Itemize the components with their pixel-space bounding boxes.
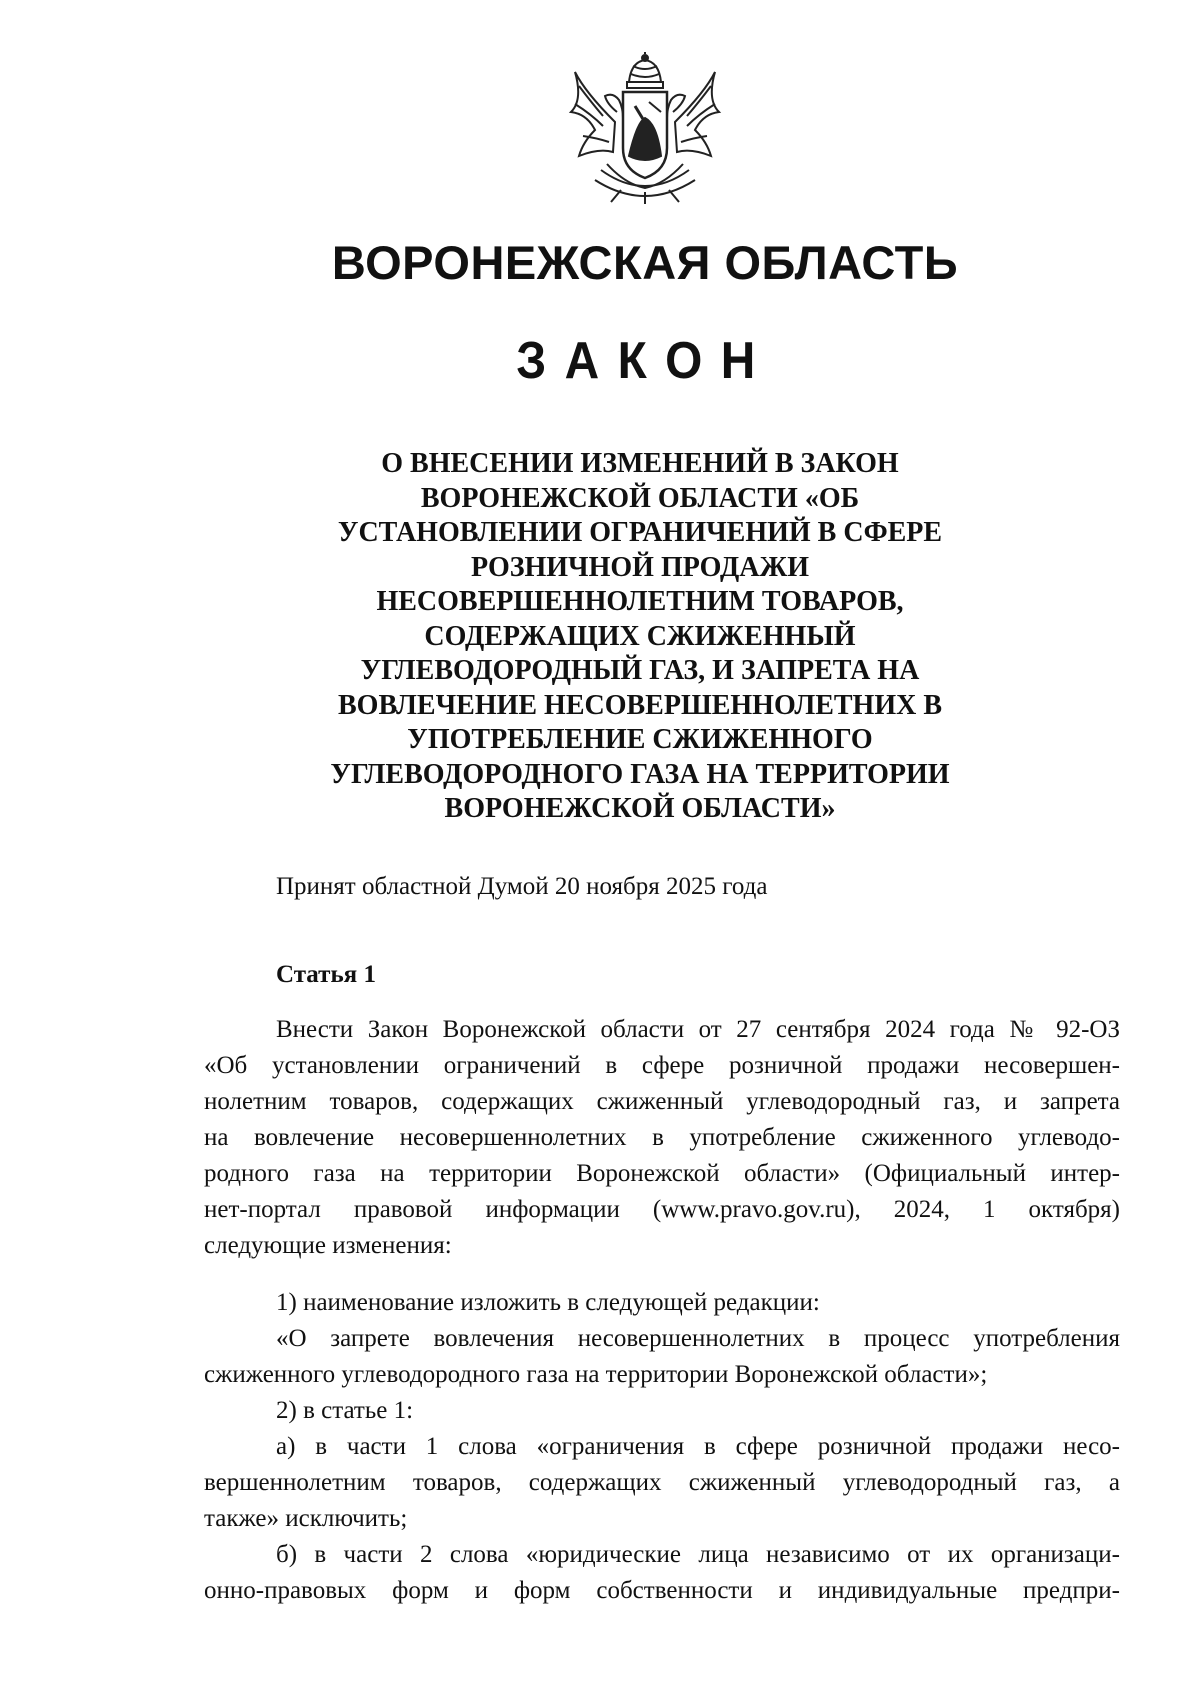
- body-line: б) в части 2 слова «юридические лица независимо от их организаци-: [276, 1541, 1120, 1568]
- body-line: Внести Закон Воронежской области от 27 сентября 2024 года № 92-ОЗ: [276, 1016, 1120, 1043]
- body-line: 1) наименование изложить в следующей редакции:: [276, 1289, 820, 1316]
- body-line: нолетним товаров, содержащих сжиженный углеводородный газ, и запрета: [204, 1088, 1120, 1115]
- body-line: сжиженного углеводородного газа на территории Воронежской области»;: [204, 1361, 988, 1388]
- body-line: также» исключить;: [204, 1505, 408, 1532]
- law-title-line: О ВНЕСЕНИИ ИЗМЕНЕНИЙ В ЗАКОН: [381, 448, 899, 479]
- law-title-line: ВОВЛЕЧЕНИЕ НЕСОВЕРШЕННОЛЕТНИХ В: [337, 689, 942, 721]
- body-line: онно-правовых форм и форм собственности и индивидуальные предпри-: [204, 1577, 1120, 1604]
- law-title-line: РОЗНИЧНОЙ ПРОДАЖИ: [471, 551, 809, 583]
- law-title-line: УГЛЕВОДОРОДНЫЙ ГАЗ, И ЗАПРЕТА НА: [360, 655, 920, 686]
- region-title: ВОРОНЕЖСКАЯ ОБЛАСТЬ: [331, 236, 959, 289]
- document-type-title: ЗАКОН: [516, 332, 774, 390]
- body-line: «О запрете вовлечения несовершеннолетних в процесс употребления: [276, 1325, 1120, 1352]
- law-title-line: УСТАНОВЛЕНИИ ОГРАНИЧЕНИЙ В СФЕРЕ: [337, 517, 943, 548]
- law-title-line: СОДЕРЖАЩИХ СЖИЖЕННЫЙ: [424, 620, 856, 652]
- body-line: следующие изменения:: [204, 1232, 452, 1259]
- law-title-line: УПОТРЕБЛЕНИЕ СЖИЖЕННОГО: [407, 724, 873, 755]
- adoption-date: Принят областной Думой 20 ноября 2025 года: [276, 873, 768, 900]
- body-line: нет-портал правовой информации (www.pravo.gov.ru), 2024, 1 октября): [204, 1196, 1120, 1223]
- law-title-line: УГЛЕВОДОРОДНОГО ГАЗА НА ТЕРРИТОРИИ: [330, 758, 950, 790]
- coat-of-arms-emblem: [565, 52, 725, 207]
- body-line: 2) в статье 1:: [276, 1397, 414, 1424]
- body-line: родного газа на территории Воронежской области» (Официальный интер-: [204, 1160, 1120, 1187]
- law-title-line: ВОРОНЕЖСКОЙ ОБЛАСТИ «ОБ: [420, 482, 860, 514]
- article-heading: Статья 1: [276, 961, 376, 988]
- law-title-line: НЕСОВЕРШЕННОЛЕТНИМ ТОВАРОВ,: [376, 586, 904, 617]
- body-line: а) в части 1 слова «ограничения в сфере розничной продажи несо-: [276, 1433, 1120, 1460]
- body-line: «Об установлении ограничений в сфере розничной продажи несовершен-: [204, 1052, 1120, 1079]
- law-title: [290, 447, 990, 827]
- body-line: вершеннолетним товаров, содержащих сжиженный углеводородный газ, а: [204, 1469, 1120, 1496]
- body-line: на вовлечение несовершеннолетних в употребление сжиженного углеводо-: [204, 1124, 1120, 1151]
- law-title-line: ВОРОНЕЖСКОЙ ОБЛАСТИ»: [444, 793, 836, 824]
